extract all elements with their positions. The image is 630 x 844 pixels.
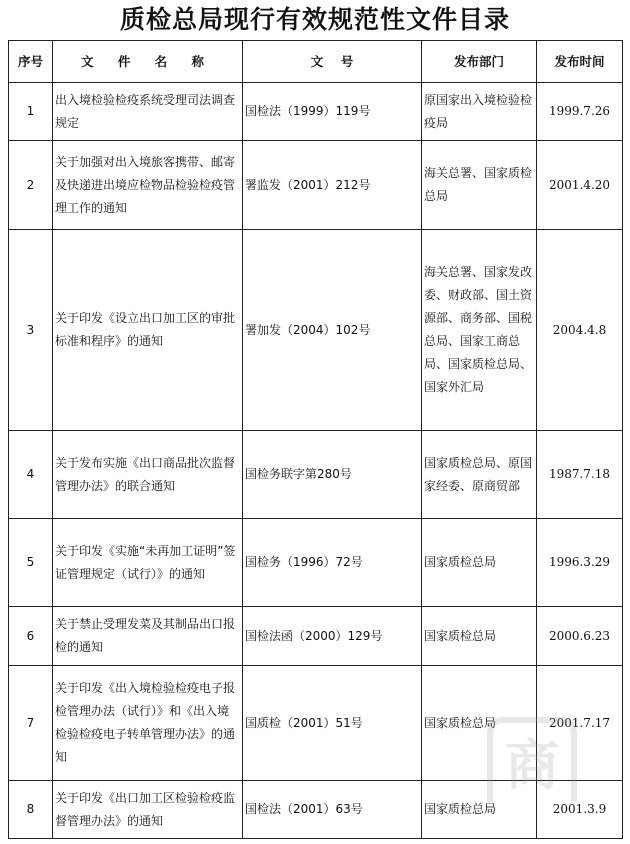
row-name: 关于印发《出入境检验检疫电子报检管理办法（试行）》和《出入境检验检疫电子转单管理办法》的通知 <box>53 666 243 781</box>
row-name: 关于加强对出入境旅客携带、邮寄及快递进出境应检物品检验检疫管理工作的通知 <box>53 141 243 230</box>
row-seq: 2 <box>9 141 53 230</box>
row-seq: 1 <box>9 83 53 141</box>
header-dept: 发布部门 <box>422 41 537 83</box>
table-row <box>9 230 623 431</box>
page-title: 质检总局现行有效规范性文件目录 <box>119 5 510 34</box>
table-row <box>9 83 623 141</box>
row-number: 国检务（1996）72号 <box>243 519 422 607</box>
watermark-glyph: 商 <box>505 734 559 797</box>
row-dept: 国家质检总局、原国家经委、原商贸部 <box>422 431 537 519</box>
row-name: 关于发布实施《出口商品批次监督管理办法》的联合通知 <box>53 431 243 519</box>
row-dept: 国家质检总局 <box>422 781 537 839</box>
row-number: 国检务联字第280号 <box>243 431 422 519</box>
table-row <box>9 141 623 230</box>
row-date: 2001.7.17 <box>537 666 623 781</box>
row-dept: 原国家出入境检验检疫局 <box>422 83 537 141</box>
row-dept: 海关总署、国家质检总局 <box>422 141 537 230</box>
row-name: 出入境检验检疫系统受理司法调查规定 <box>53 83 243 141</box>
row-seq: 8 <box>9 781 53 839</box>
document-table <box>8 40 623 839</box>
table-row <box>9 781 623 839</box>
header-date: 发布时间 <box>537 41 623 83</box>
row-dept: 国家质检总局 <box>422 519 537 607</box>
row-number: 国检法（2001）63号 <box>243 781 422 839</box>
row-name: 关于印发《设立出口加工区的审批标准和程序》的通知 <box>53 230 243 431</box>
table-row <box>9 607 623 666</box>
table-header-row <box>9 41 623 83</box>
row-name: 关于印发《实施“未再加工证明”签证管理规定（试行）》的通知 <box>53 519 243 607</box>
row-seq: 6 <box>9 607 53 666</box>
table-row <box>9 431 623 519</box>
row-date: 2001.4.20 <box>537 141 623 230</box>
row-number: 署加发（2004）102号 <box>243 230 422 431</box>
row-number: 国质检（2001）51号 <box>243 666 422 781</box>
row-number: 国检法（1999）119号 <box>243 83 422 141</box>
row-date: 2001.3.9 <box>537 781 623 839</box>
row-number: 署监发（2001）212号 <box>243 141 422 230</box>
row-number: 国检法函（2000）129号 <box>243 607 422 666</box>
row-date: 2000.6.23 <box>537 607 623 666</box>
row-dept: 国家质检总局 <box>422 607 537 666</box>
table-row <box>9 519 623 607</box>
row-date: 1999.7.26 <box>537 83 623 141</box>
table-row <box>9 666 623 781</box>
row-name: 关于印发《出口加工区检验检疫监督管理办法》的通知 <box>53 781 243 839</box>
row-seq: 7 <box>9 666 53 781</box>
row-dept: 国家质检总局 <box>422 666 537 781</box>
row-dept: 海关总署、国家发改委、财政部、国土资源部、商务部、国税总局、国家工商总局、国家质检总局、国家外汇局 <box>422 230 537 431</box>
row-date: 2004.4.8 <box>537 230 623 431</box>
row-date: 1987.7.18 <box>537 431 623 519</box>
row-name: 关于禁止受理发菜及其制品出口报检的通知 <box>53 607 243 666</box>
row-date: 1996.3.29 <box>537 519 623 607</box>
row-seq: 5 <box>9 519 53 607</box>
row-seq: 3 <box>9 230 53 431</box>
header-seq: 序号 <box>9 41 53 83</box>
header-number: 文 号 <box>243 41 422 83</box>
row-seq: 4 <box>9 431 53 519</box>
header-name: 文 件 名 称 <box>53 41 243 83</box>
